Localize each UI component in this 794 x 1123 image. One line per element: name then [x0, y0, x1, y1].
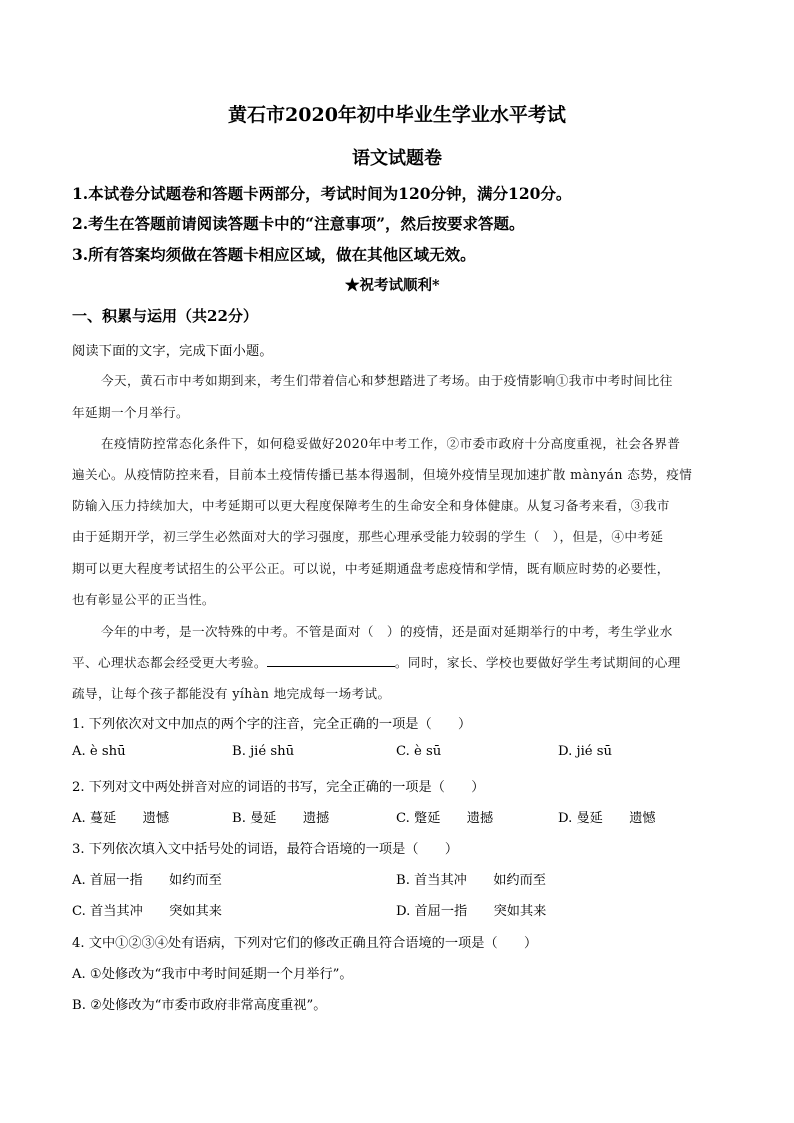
- section-instruction: 阅读下面的文字，完成下面小题。: [72, 344, 273, 359]
- passage-p3-line2-end: 。同时，家长、学校也要做好学生考试期间的心理: [394, 655, 681, 670]
- question-3-option-b: B. 首当其冲 如约而至: [396, 873, 546, 888]
- passage-p3-line1: 今年的中考，是一次特殊的中考。不管是面对（ ）的疫情，还是面对延期举行的中考，考生学业水: [101, 624, 673, 639]
- question-1-option-c: C. è sū: [396, 744, 442, 759]
- passage-p3-line3: 疏导，让每个孩子都能没有 yíhàn 地完成每一场考试。: [72, 686, 391, 701]
- question-1-option-a: A. è shū: [72, 744, 126, 759]
- section-heading: 一、积累与运用（共22分）: [72, 307, 258, 325]
- passage-p3-line2-start: 平、心理状态都会经受更大考验。: [72, 655, 267, 670]
- passage-p2-line5: 期可以更大程度考试招生的公平公正。可以说，中考延期通盘考虑疫情和学情，既有顺应时势的必要性，: [72, 561, 670, 576]
- passage-p2-line2: 遍关心。从疫情防控来看，目前本土疫情传播已基本得遏制，但境外疫情呈现加速扩散 mànyán 态势，疫情: [72, 467, 693, 482]
- question-2-option-c: C. 蹩延 遗撼: [396, 811, 494, 826]
- question-3-option-a: A. 首屈一指 如约而至: [72, 873, 222, 888]
- note-1: 1.本试卷分试题卷和答题卡两部分，考试时间为120分钟，满分120分。: [72, 184, 572, 203]
- page-subtitle: 语文试题卷: [352, 148, 442, 169]
- passage-p3-line2: [72, 652, 681, 671]
- note-2: 2.考生在答题前请阅读答题卡中的“注意事项”，然后按要求答题。: [72, 214, 525, 233]
- question-3-stem: 3. 下列依次填入文中括号处的词语，最符合语境的一项是（ ）: [72, 842, 459, 857]
- passage-p2-line1: 在疫情防控常态化条件下，如何稳妥做好2020年中考工作，②市委市政府十分高度重视，社会各界普: [101, 436, 681, 451]
- passage-p1-line1: 今天，黄石市中考如期到来，考生们带着信心和梦想踏进了考场。由于疫情影响①我市中考时间比往: [101, 373, 673, 388]
- question-2-stem: 2. 下列对文中两处拼音对应的词语的书写，完全正确的一项是（ ）: [72, 780, 485, 795]
- passage-p2-line3: 防输入压力持续加大，中考延期可以更大程度保障考生的生命安全和身体健康。从复习备考来看，③我市: [72, 498, 670, 513]
- note-3: 3.所有答案均须做在答题卡相应区域，做在其他区域无效。: [72, 245, 476, 264]
- wish-line: ★祝考试顺利*: [345, 277, 440, 294]
- question-1-option-d: D. jié sū: [558, 744, 613, 759]
- passage-p2-line6: 也有彰显公平的正当性。: [72, 592, 215, 607]
- question-2-option-a: A. 蔓延 遗憾: [72, 811, 170, 826]
- question-4-option-b: B. ②处修改为“市委市政府非常高度重视”。: [72, 998, 327, 1013]
- question-3-option-d: D. 首屈一指 突如其来: [396, 904, 547, 919]
- answer-blank: [267, 654, 395, 667]
- question-3-option-c: C. 首当其冲 突如其来: [72, 904, 222, 919]
- passage-p1-line2: 年延期一个月举行。: [72, 405, 189, 420]
- page-title: 黄石市2020年初中毕业生学业水平考试: [228, 104, 566, 126]
- question-2-option-d: D. 曼延 遗憾: [558, 811, 656, 826]
- question-2-option-b: B. 曼延 遗撼: [232, 811, 330, 826]
- question-4-option-a: A. ①处修改为“我市中考时间延期一个月举行”。: [72, 967, 353, 982]
- question-4-stem: 4. 文中①②③④处有语病，下列对它们的修改正确且符合语境的一项是（ ）: [72, 936, 538, 951]
- passage-p2-line4: 由于延期开学，初三学生必然面对大的学习强度，那些心理承受能力较弱的学生（ ），但是，④中考延: [72, 529, 664, 544]
- question-1-option-b: B. jié shū: [232, 744, 295, 759]
- question-1-stem: 1. 下列依次对文中加点的两个字的注音，完全正确的一项是（ ）: [72, 717, 472, 732]
